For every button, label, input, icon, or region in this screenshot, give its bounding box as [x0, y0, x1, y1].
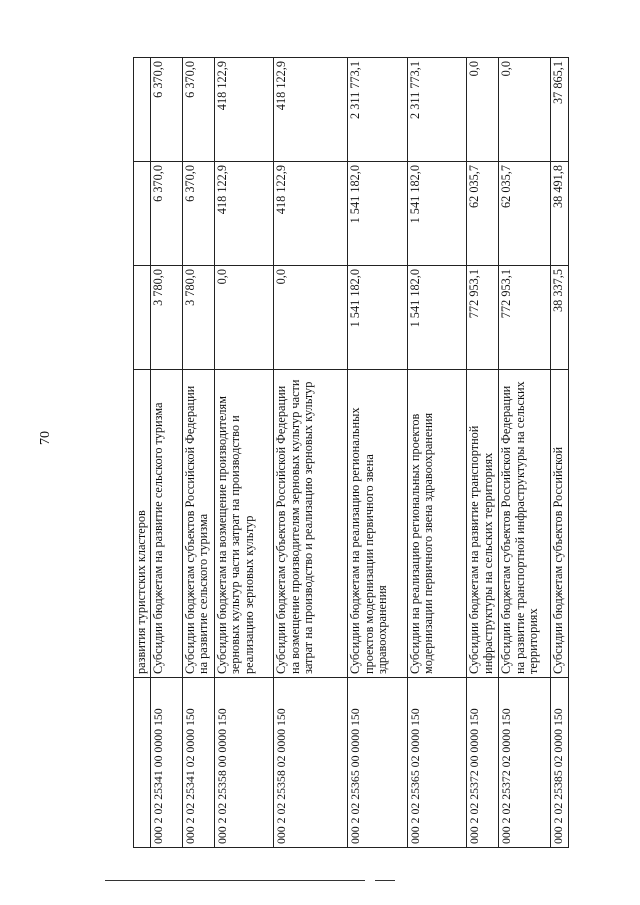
- table-row: [407, 58, 467, 848]
- row-col1-cell: 772 953,1: [499, 266, 551, 370]
- row-name-cell: Субсидии бюджетам субъектов Российской Федерации на возмещение производителям зерновых культур части затрат на производство и реализацию зерновых культур: [274, 370, 348, 678]
- row-col2-cell: 6 370,0: [151, 162, 183, 266]
- row-col2-cell: 62 035,7: [467, 162, 499, 266]
- row-code-cell: 000 2 02 25358 02 0000 150: [274, 678, 348, 848]
- table-row: [499, 58, 551, 848]
- row-name-cell: Субсидии бюджетам субъектов Российской Федерации на развитие сельского туризма: [182, 370, 214, 678]
- row-col1-cell: 772 953,1: [467, 266, 499, 370]
- row-name-cell: Субсидии на реализацию региональных проектов модернизации первичного звена здравоохранения: [407, 370, 467, 678]
- row-name-cell: развития туристских кластеров: [134, 370, 151, 678]
- row-code-cell: 000 2 02 25372 00 0000 150: [467, 678, 499, 848]
- table-row: [134, 58, 151, 848]
- row-col3-cell: [134, 58, 151, 162]
- row-name-cell: Субсидии бюджетам субъектов Российской Федерации на развитие транспортной инфраструктуры на сельских территориях: [499, 370, 551, 678]
- row-col1-cell: 0,0: [274, 266, 348, 370]
- row-col1-cell: 1 541 182,0: [348, 266, 408, 370]
- row-col3-cell: 0,0: [499, 58, 551, 162]
- row-col2-cell: 6 370,0: [182, 162, 214, 266]
- row-col1-cell: 3 780,0: [151, 266, 183, 370]
- row-col1-cell: 0,0: [214, 266, 274, 370]
- row-col3-cell: 418 122,9: [214, 58, 274, 162]
- row-col3-cell: 418 122,9: [274, 58, 348, 162]
- row-col2-cell: 1 541 182,0: [407, 162, 467, 266]
- rotated-table-container: [133, 58, 569, 848]
- row-col3-cell: 6 370,0: [151, 58, 183, 162]
- row-col1-cell: [134, 266, 151, 370]
- row-name-cell: Субсидии бюджетам на развитие сельского туризма: [151, 370, 183, 678]
- budget-table: [133, 57, 569, 848]
- row-col2-cell: 418 122,9: [274, 162, 348, 266]
- table-row: [274, 58, 348, 848]
- row-col3-cell: 2 311 773,1: [407, 58, 467, 162]
- row-col1-cell: 38 337,5: [551, 266, 569, 370]
- row-col2-cell: 418 122,9: [214, 162, 274, 266]
- row-col2-cell: 1 541 182,0: [348, 162, 408, 266]
- table-row: [214, 58, 274, 848]
- row-code-cell: 000 2 02 25358 00 0000 150: [214, 678, 274, 848]
- row-code-cell: 000 2 02 25341 02 0000 150: [182, 678, 214, 848]
- row-name-cell: Субсидии бюджетам на реализацию региональных проектов модернизации первичного звена здравоохранения: [348, 370, 408, 678]
- table-row: [467, 58, 499, 848]
- row-code-cell: 000 2 02 25365 02 0000 150: [407, 678, 467, 848]
- table-row: [348, 58, 408, 848]
- table-row: [551, 58, 569, 848]
- row-col1-cell: 3 780,0: [182, 266, 214, 370]
- row-code-cell: 000 2 02 25385 02 0000 150: [551, 678, 569, 848]
- row-col3-cell: 2 311 773,1: [348, 58, 408, 162]
- table-row: [151, 58, 183, 848]
- row-code-cell: [134, 678, 151, 848]
- row-name-cell: Субсидии бюджетам субъектов Российской: [551, 370, 569, 678]
- row-col2-cell: [134, 162, 151, 266]
- row-col2-cell: 62 035,7: [499, 162, 551, 266]
- row-code-cell: 000 2 02 25365 00 0000 150: [348, 678, 408, 848]
- table-row: [182, 58, 214, 848]
- row-name-cell: Субсидии бюджетам на развитие транспортной инфраструктуры на сельских территориях: [467, 370, 499, 678]
- bottom-rule: [105, 880, 365, 881]
- page-number: [38, 431, 54, 445]
- bottom-rule-short: [375, 880, 395, 881]
- row-col1-cell: 1 541 182,0: [407, 266, 467, 370]
- row-col3-cell: 0,0: [467, 58, 499, 162]
- row-col3-cell: 6 370,0: [182, 58, 214, 162]
- row-code-cell: 000 2 02 25372 02 0000 150: [499, 678, 551, 848]
- row-code-cell: 000 2 02 25341 00 0000 150: [151, 678, 183, 848]
- row-name-cell: Субсидии бюджетам на возмещение производителям зерновых культур части затрат на производство и реализацию зерновых культур: [214, 370, 274, 678]
- row-col2-cell: 38 491,8: [551, 162, 569, 266]
- page-number-text: 70: [38, 431, 53, 445]
- row-col3-cell: 37 865,1: [551, 58, 569, 162]
